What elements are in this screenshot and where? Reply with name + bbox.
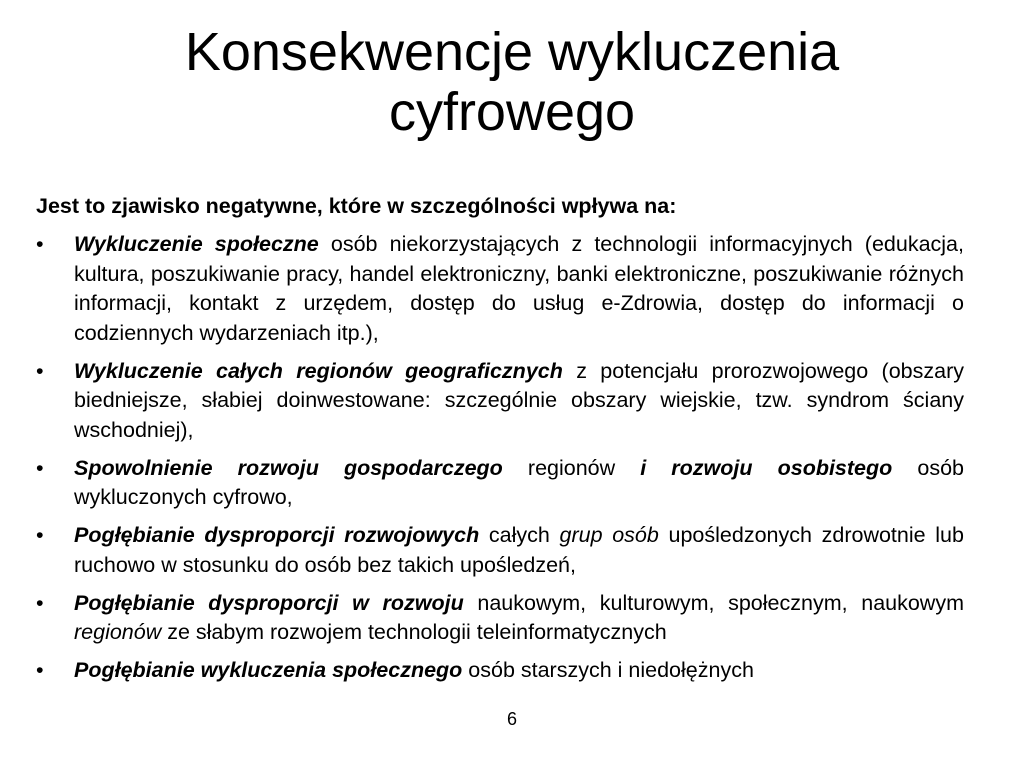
bullet-2-text: z potencjału prorozwojowego (obszary biedniejsze, słabiej doinwestowane: szczególnie obszary wiejskie, tzw. syndrom ściany wschodniej),	[74, 358, 965, 442]
bullet-1-emphasis: Wykluczenie społeczne	[74, 232, 319, 256]
bullet-item-4	[36, 521, 964, 580]
bullet-3-emphasis-2: i rozwoju osobistego	[640, 455, 893, 480]
bullet-5-text-2: ze słabym rozwojem technologii teleinformatycznych	[161, 620, 667, 644]
bullet-5-italic: regionów	[74, 620, 162, 644]
bullet-5-text: naukowym, kulturowym, społecznym, naukowym	[463, 590, 964, 615]
bullet-4-text: całych	[479, 523, 560, 547]
slide-title-line-1: Konsekwencje wykluczenia	[184, 22, 840, 82]
bullet-item-1	[36, 230, 964, 348]
bullet-item-2	[36, 357, 964, 446]
bullet-item-3	[36, 454, 964, 513]
bullet-icon: •	[36, 523, 44, 547]
bullet-6-emphasis: Pogłębianie wykluczenia społecznego	[74, 658, 463, 682]
bullet-item-6	[36, 656, 964, 686]
bullet-1-text: osób niekorzystających z technologii informacyjnych (edukacja, kultura, poszukiwanie pracy, handel elektroniczny, banki elektroniczne, poszukiwanie różnych informacji, kontakt z urzędem, dostęp do usług e-Zdrowia, dostęp do informacji o codziennych wydarzeniach itp.),	[74, 232, 964, 345]
bullet-4-text-2: upośledzonych zdrowotnie lub ruchowo w stosunku do osób bez takich upośledzeń,	[74, 523, 964, 577]
bullet-6-text: osób starszych i niedołężnych	[462, 658, 754, 682]
bullet-icon: •	[36, 455, 44, 480]
bullet-3-text: regionów	[502, 455, 641, 480]
page-number: 6	[506, 709, 517, 729]
bullet-icon: •	[36, 590, 44, 615]
bullet-3-text-2: osób wykluczonych cyfrowo,	[74, 455, 964, 509]
slide-title-line-2: cyfrowego	[388, 82, 636, 142]
bullet-list	[36, 230, 964, 686]
bullet-item-5	[36, 589, 964, 648]
bullet-icon: •	[36, 658, 44, 682]
bullet-4-italic: grup osób	[559, 523, 659, 547]
bullet-icon: •	[36, 358, 44, 383]
slide-body	[36, 192, 964, 686]
bullet-4-emphasis: Pogłębianie dysproporcji rozwojowych	[74, 523, 480, 547]
bullet-5-emphasis: Pogłębianie dysproporcji w rozwoju	[74, 590, 464, 615]
bullet-icon: •	[36, 232, 44, 256]
bullet-2-emphasis: Wykluczenie całych regionów geograficznych	[74, 358, 563, 383]
bullet-3-emphasis: Spowolnienie rozwoju gospodarczego	[74, 455, 503, 480]
slide-title	[60, 22, 964, 142]
intro-text: Jest to zjawisko negatywne, które w szczególności wpływa na:	[36, 194, 677, 218]
